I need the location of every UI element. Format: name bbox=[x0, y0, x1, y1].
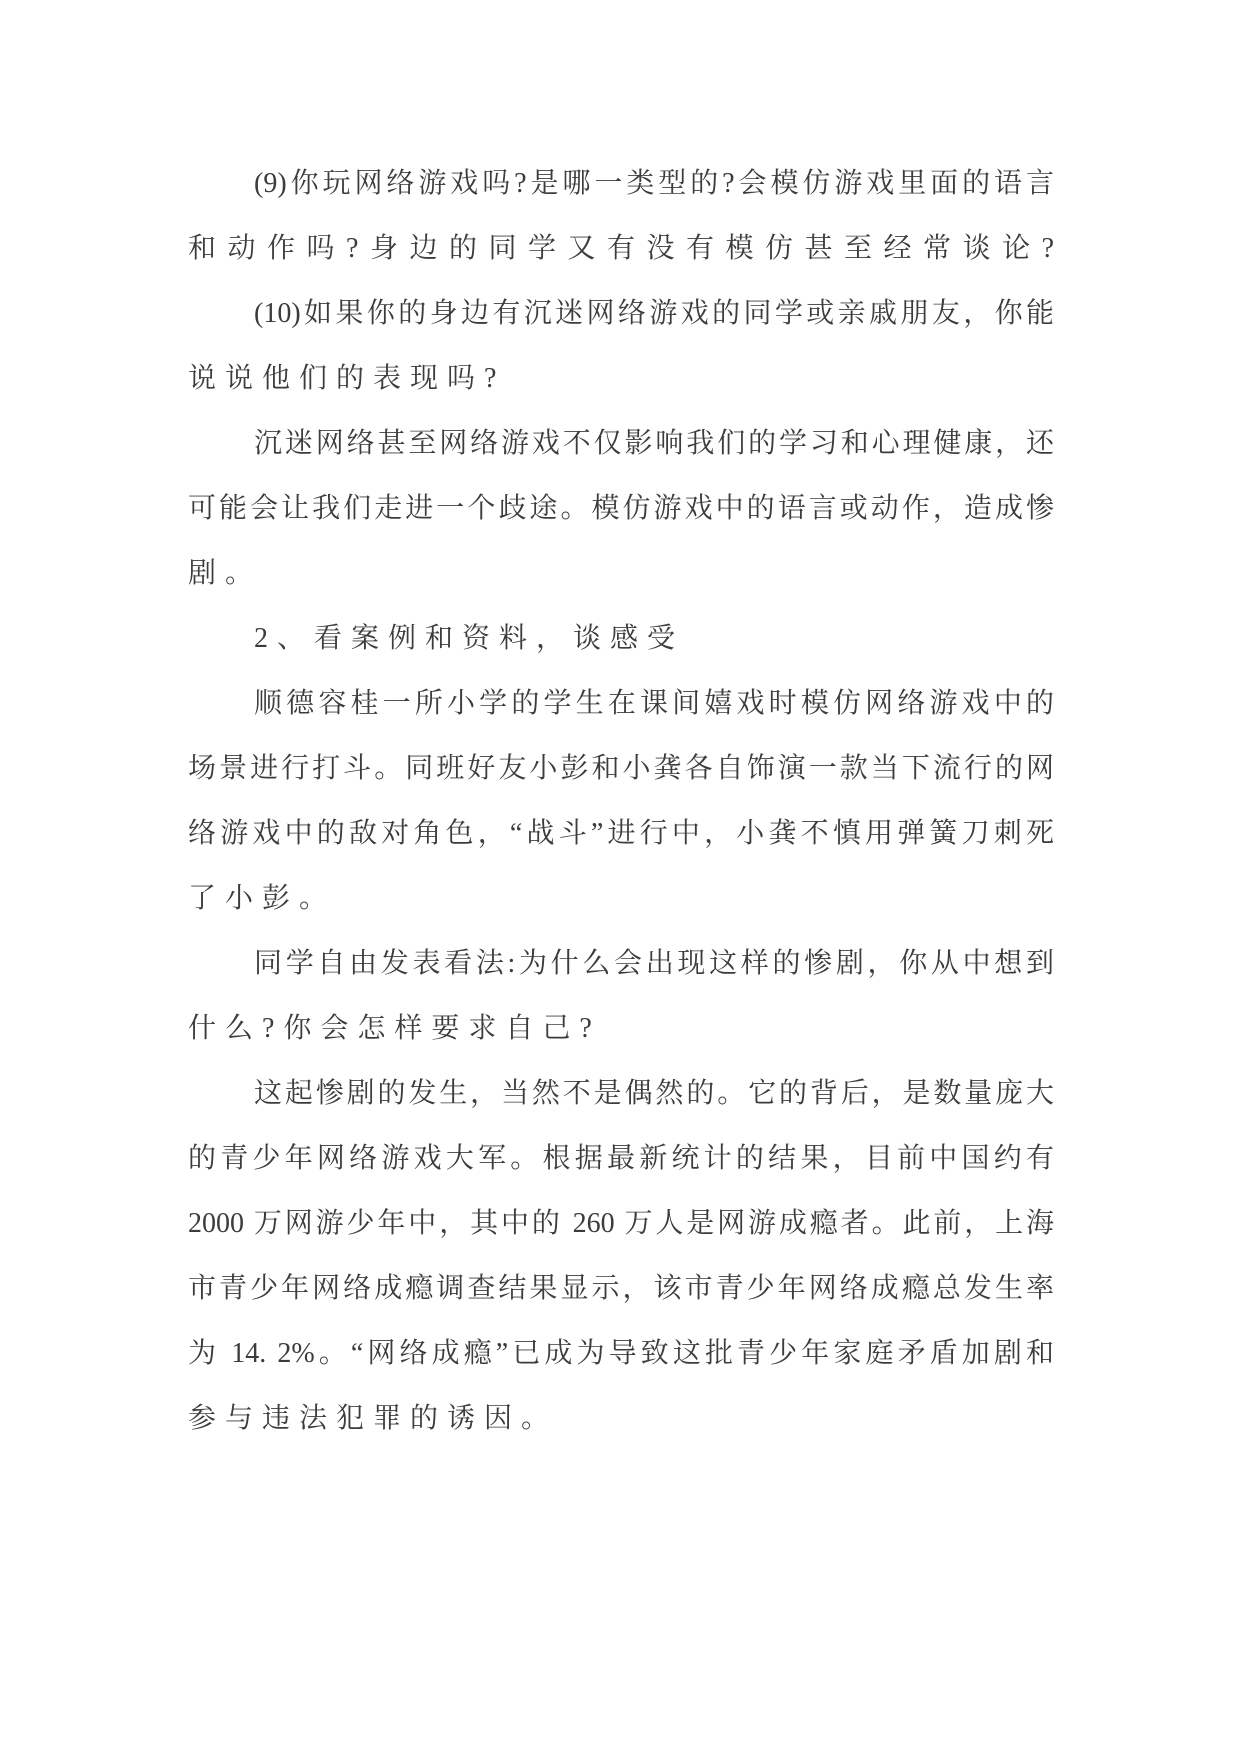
text-line: 沉迷网络甚至网络游戏不仅影响我们的学习和心理健康，还 bbox=[254, 428, 1054, 459]
text-line: 参与违法犯罪的诱因。 bbox=[188, 1403, 559, 1434]
text-line: 了小彭。 bbox=[188, 883, 337, 914]
text-line: 的青少年网络游戏大军。根据最新统计的结果，目前中国约有 bbox=[188, 1143, 1054, 1174]
text-line: 说说他们的表现吗? bbox=[188, 363, 506, 394]
document-body bbox=[188, 151, 1054, 1451]
text-line: 顺德容桂一所小学的学生在课间嬉戏时模仿网络游戏中的 bbox=[254, 688, 1054, 719]
text-line: 和动作吗?身边的同学又有没有模仿甚至经常谈论? bbox=[188, 233, 1054, 264]
text-line: 这起惨剧的发生，当然不是偶然的。它的背后，是数量庞大 bbox=[254, 1078, 1054, 1109]
text-line: 为 14. 2%。“网络成瘾”已成为导致这批青少年家庭矛盾加剧和 bbox=[188, 1338, 1054, 1369]
text-line: 2000 万网游少年中，其中的 260 万人是网游成瘾者。此前，上海 bbox=[188, 1208, 1054, 1239]
text-line: (9)你玩网络游戏吗?是哪一类型的?会模仿游戏里面的语言 bbox=[254, 168, 1054, 199]
text-line: 场景进行打斗。同班好友小彭和小龚各自饰演一款当下流行的网 bbox=[188, 753, 1054, 784]
text-line: 同学自由发表看法:为什么会出现这样的惨剧，你从中想到 bbox=[254, 948, 1054, 979]
text-line: (10)如果你的身边有沉迷网络游戏的同学或亲戚朋友，你能 bbox=[254, 298, 1054, 329]
text-line: 市青少年网络成瘾调查结果显示，该市青少年网络成瘾总发生率 bbox=[188, 1273, 1054, 1304]
text-line: 什么?你会怎样要求自己? bbox=[188, 1013, 601, 1044]
text-line: 2、看案例和资料，谈感受 bbox=[254, 623, 685, 654]
text-line: 剧。 bbox=[188, 558, 263, 589]
text-line: 络游戏中的敌对角色，“战斗”进行中，小龚不慎用弹簧刀刺死 bbox=[188, 818, 1054, 849]
text-line: 可能会让我们走进一个歧途。模仿游戏中的语言或动作，造成惨 bbox=[188, 493, 1054, 524]
